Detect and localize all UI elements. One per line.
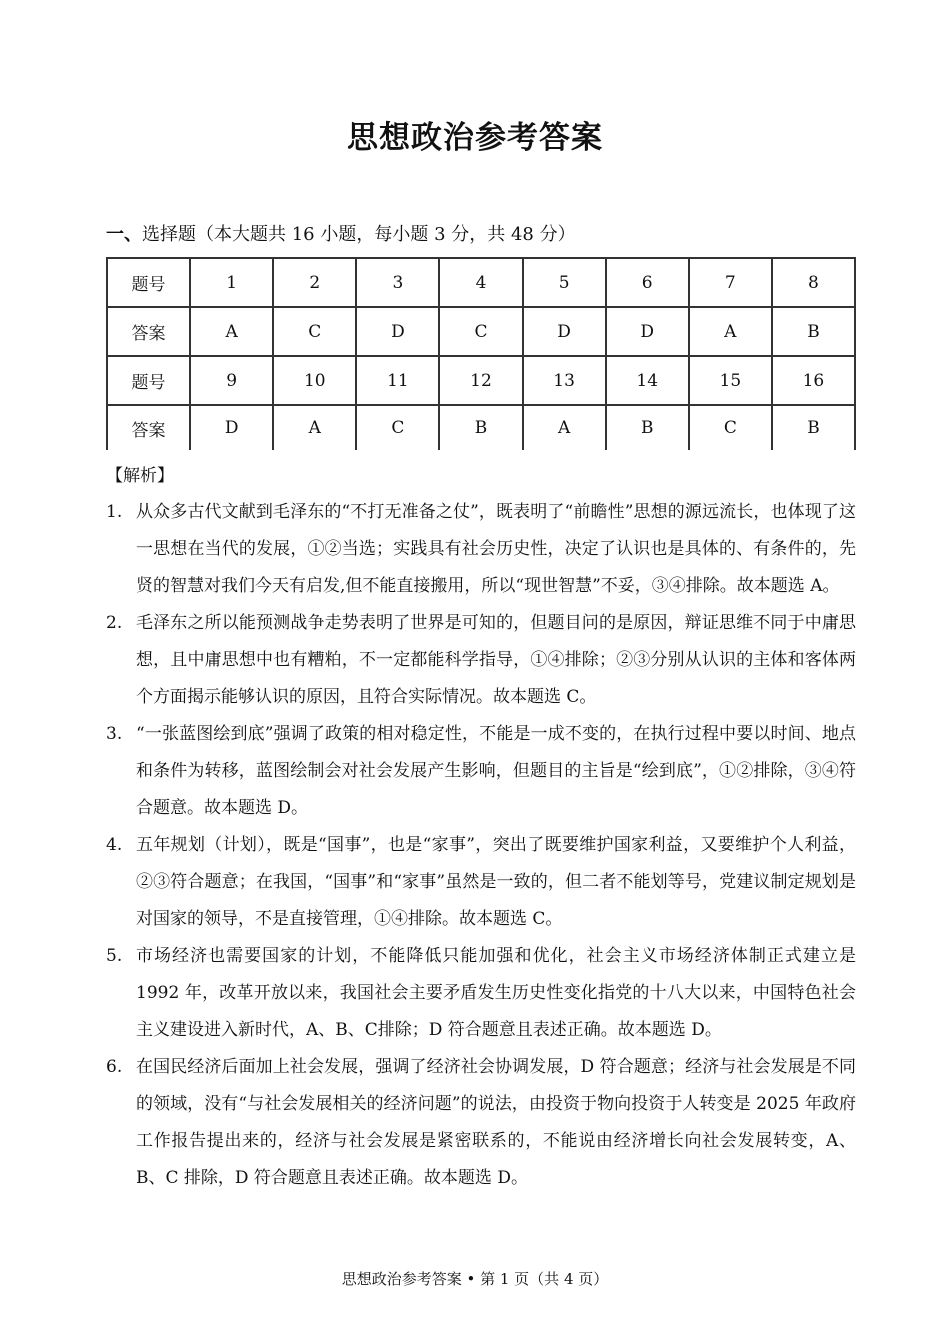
- analysis-item-number: 6.: [106, 1057, 123, 1077]
- analysis-item-number: 4.: [106, 835, 123, 855]
- table-cell: 12: [439, 356, 522, 405]
- analysis-item: [106, 1049, 856, 1197]
- table-row: [107, 405, 855, 450]
- table-cell: 10: [273, 356, 356, 405]
- analysis-item-number: 3.: [106, 724, 123, 744]
- analysis-item-text: 从众多古代文献到毛泽东的“不打无准备之仗”，既表明了“前瞻性”思想的源远流长，也体现了这一思想在当代的发展，①②当选；实践具有社会历史性，决定了认识也是具体的、有条件的，先贤的智慧对我们今天有启发,但不能直接搬用，所以“现世智慧”不妥，③④排除。故本题选 A。: [136, 502, 856, 596]
- table-row-header: 答案: [107, 307, 190, 356]
- table-cell: 5: [523, 258, 606, 307]
- table-cell: 9: [190, 356, 273, 405]
- table-cell: 8: [772, 258, 855, 307]
- analysis-item-number: 2.: [106, 613, 123, 633]
- table-row: [107, 258, 855, 307]
- table-cell: 13: [523, 356, 606, 405]
- table-cell: 2: [273, 258, 356, 307]
- table-row-header: 题号: [107, 356, 190, 405]
- table-row: [107, 307, 855, 356]
- analysis-item-text: 毛泽东之所以能预测战争走势表明了世界是可知的，但题目问的是原因，辩证思维不同于中庸思想，且中庸思想中也有糟粕，不一定都能科学指导，①④排除；②③分别从认识的主体和客体两个方面揭示能够认识的原因，且符合实际情况。故本题选 C。: [136, 613, 856, 707]
- table-cell: C: [689, 405, 772, 450]
- table-cell: 6: [606, 258, 689, 307]
- table-cell: 16: [772, 356, 855, 405]
- analysis-item: [106, 494, 856, 605]
- table-cell: B: [439, 405, 522, 450]
- analysis-label: 【解析】: [106, 466, 174, 486]
- table-cell: C: [439, 307, 522, 356]
- table-cell: 15: [689, 356, 772, 405]
- table-cell: 4: [439, 258, 522, 307]
- analysis-item-text: 五年规划（计划），既是“国事”，也是“家事”，突出了既要维护国家利益，又要维护个人利益，②③符合题意；在我国，“国事”和“家事”虽然是一致的，但二者不能划等号，党建议制定规划是对国家的领导，不是直接管理，①④排除。故本题选 C。: [136, 835, 856, 929]
- table-cell: D: [190, 405, 273, 450]
- analysis-item-number: 5.: [106, 946, 123, 966]
- table-row-header: 答案: [107, 405, 190, 450]
- table-cell: 1: [190, 258, 273, 307]
- answer-table: [106, 257, 856, 450]
- analysis-item-text: “一张蓝图绘到底”强调了政策的相对稳定性，不能是一成不变的，在执行过程中要以时间、地点和条件为转移，蓝图绘制会对社会发展产生影响，但题目的主旨是“绘到底”，①②排除，③④符合题意。故本题选 D。: [136, 724, 856, 818]
- analysis-item: [106, 605, 856, 716]
- table-cell: 3: [356, 258, 439, 307]
- table-cell: A: [523, 405, 606, 450]
- table-cell: D: [356, 307, 439, 356]
- analysis-item-text: 市场经济也需要国家的计划，不能降低只能加强和优化，社会主义市场经济体制正式建立是 1992 年，改革开放以来，我国社会主要矛盾发生历史性变化指党的十八大以来，中国特色社会主义建设进入新时代，A、B、C排除；D 符合题意且表述正确。故本题选 D。: [136, 946, 856, 1040]
- page-footer: 思想政治参考答案 • 第 1 页（共 4 页）: [341, 1270, 609, 1288]
- table-cell: B: [772, 405, 855, 450]
- section-heading-text: 选择题（本大题共 16 小题，每小题 3 分，共 48 分）: [142, 224, 576, 245]
- section-number: 一、: [106, 224, 142, 245]
- table-cell: D: [606, 307, 689, 356]
- page-title: 思想政治参考答案: [347, 120, 603, 156]
- analysis-item: [106, 938, 856, 1049]
- table-cell: A: [689, 307, 772, 356]
- table-cell: D: [523, 307, 606, 356]
- table-cell: A: [190, 307, 273, 356]
- analysis-item: [106, 716, 856, 827]
- analysis-item-text: 在国民经济后面加上社会发展，强调了经济社会协调发展，D 符合题意；经济与社会发展是不同的领域，没有“与社会发展相关的经济问题”的说法，由投资于物向投资于人转变是 2025 年政府工作报告提出来的，经济与社会发展是紧密联系的，不能说由经济增长向社会发展转变，A、B、C 排除，D 符合题意且表述正确。故本题选 D。: [136, 1057, 856, 1188]
- section-heading: [106, 220, 576, 246]
- table-row-header: 题号: [107, 258, 190, 307]
- analysis-item-number: 1.: [106, 502, 123, 522]
- table-cell: C: [273, 307, 356, 356]
- table-cell: 14: [606, 356, 689, 405]
- table-cell: A: [273, 405, 356, 450]
- table-row: [107, 356, 855, 405]
- table-cell: 7: [689, 258, 772, 307]
- analysis-item: [106, 827, 856, 938]
- table-cell: 11: [356, 356, 439, 405]
- table-cell: C: [356, 405, 439, 450]
- table-cell: B: [772, 307, 855, 356]
- table-cell: B: [606, 405, 689, 450]
- analysis-list: [106, 494, 856, 1197]
